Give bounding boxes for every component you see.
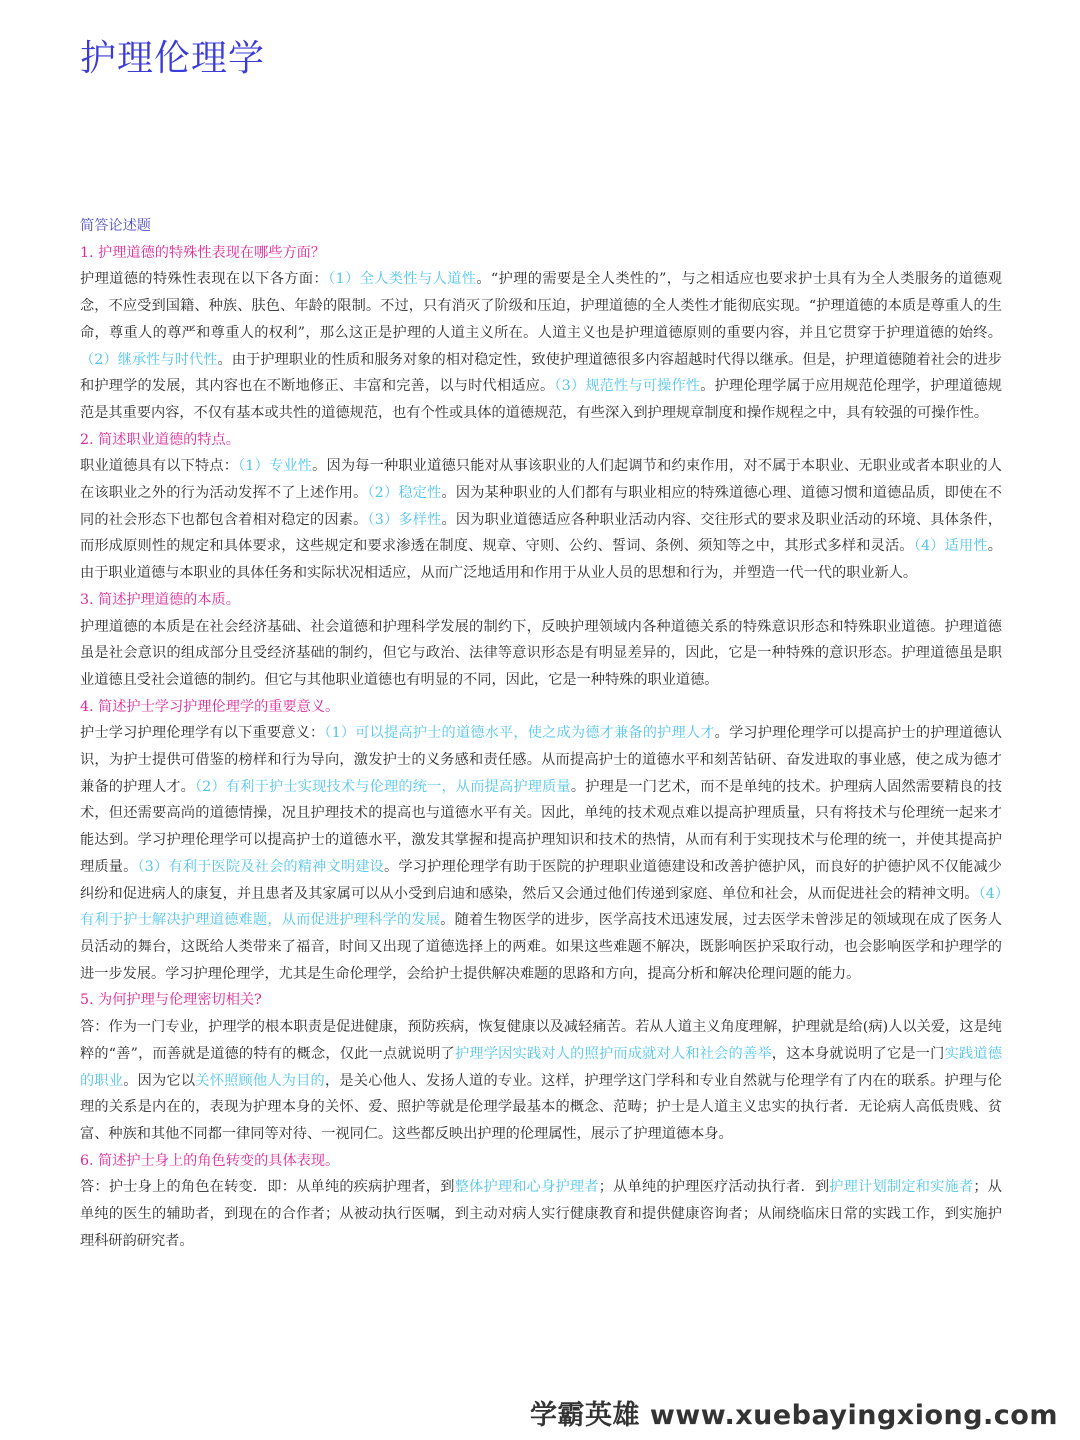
answer-6 (80, 1174, 1002, 1254)
question-6: 6. 简述护士身上的角色转变的具体表现。 (80, 1152, 340, 1169)
question-5: 5. 为何护理与伦理密切相关? (80, 992, 262, 1009)
answer-highlight: 护理计划制定和实施者 (829, 1179, 974, 1196)
answer-text: ；从单纯的医生的辅助者，到现在的合作者；从被动执行医嘱，到主动对病人实行健康教育和提供健康咨询者；从闹绕临床日常的实践工作，到实施护理科研韵研究者。 (80, 1179, 1002, 1249)
answer-highlight: （1）全人类性与人道性 (328, 271, 477, 288)
watermark-footer: 学霸英雄 www.xuebayingxiong.com (529, 1400, 1058, 1431)
answer-text: 。随着生物医学的进步，医学高技术迅速发展，过去医学未曾涉足的领域现在成了医务人员活动的舞台，这既给人类带来了福音，时间又出现了道德选择上的两难。如果这些难题不解决，既影响医护采取行动，也会影响医学和护理学的进一步发展。学习护理伦理学，尤其是生命伦理学，会给护士提供解决难题的思路和方向，提高分析和解决伦理问题的能力。 (80, 912, 1002, 982)
answer-highlight: 实践道德的职业 (80, 1045, 1002, 1089)
answer-highlight: （3）多样性 (367, 511, 442, 528)
document-body (80, 213, 1002, 1254)
answer-highlight: （2）有利于护士实现技术与伦理的统一，从而提高护理质量 (195, 778, 571, 795)
answer-text: 。由于职业道德与本职业的具体任务和实际状况相适应，从而广泛地适用和作用于从业人员的思想和行为，并塑造一代一代的职业新人。 (80, 538, 1002, 582)
answer-highlight: 护理学因实践对人的照护而成就对人和社会的善举 (454, 1045, 772, 1062)
answer-text: 。学习护理伦理学有助于医院的护理职业道德建设和改善护德护风，而良好的护德护风不仅能减少纠纷和促进病人的康复，并且患者及其家属可以从小受到启迪和感染，然后又会通过他们传递到家庭、单位和社会，从而促进社会的精神文明。 (80, 858, 1002, 902)
answer-text: ，这本身就说明了它是一门 (771, 1045, 945, 1062)
answer-highlight: （3）有利于医院及社会的精神文明建设 (137, 858, 385, 875)
answer-text: 。因为某种职业的人们都有与职业相应的特殊道德心理、道德习惯和道德品质，即使在不同的社会形态下也都包含着相对稳定的因素。 (80, 485, 1002, 528)
answer-text: 。学习护理伦理学可以提高护士的护理道德认识，为护士提供可借鉴的榜样和行为导向，激发护士的义务感和责任感。从而提高护士的道德水平和刻苦钻研、奋发进取的事业感，使之成为德才兼备的护理人才。 (80, 725, 1002, 795)
answer-highlight: （3）规范性与可操作性 (554, 378, 701, 395)
answer-text: 护理道德的特殊性表现在以下各方面： (80, 271, 329, 288)
section-title: 简答论述题 (80, 218, 151, 234)
question-2: 2. 简述职业道德的特点。 (80, 431, 240, 448)
answer-highlight: （4）有利于护士解决护理道德难题，从而促进护理科学的发展 (80, 885, 1002, 929)
answer-text: 答：作为一门专业，护理学的根本职责是促进健康，预防疾病，恢复健康以及减轻痛苦。若从人道主义角度理解，护理就是给(病)人以关爱，这是纯粹的“善”，而善就是道德的特有的概念，仅此一点就说明了 (80, 1019, 1002, 1062)
answer-highlight: （1）专业性 (238, 458, 313, 475)
answer-text: 。因为每一种职业道德只能对从事该职业的人们起调节和约束作用，对不属于本职业、无职业或者本职业的人在该职业之外的行为活动发挥不了上述作用。 (80, 458, 1002, 502)
answer-text: 。因为它以 (123, 1072, 196, 1089)
answer-text: 。护理伦理学属于应用规范伦理学，护理道德规范是其重要内容，不仅有基本或共性的道德规范，也有个性或具体的道德规范，有些深入到护理规章制度和操作规程之中，具有较强的可操作性。 (80, 378, 1002, 421)
answer-text: 护士学习护理伦理学有以下重要意义： (80, 725, 325, 742)
answer-text: ，是关心他人、发扬人道的专业。这样，护理学这门学科和专业自然就与伦理学有了内在的联系。护理与伦理的关系是内在的，表现为护理本身的关怀、爱、照护等就是伦理学最基本的概念、范畴；护士是人道主义忠实的执行者．无论病人高低贵贱、贫富、种族和其他不同都一律同等对待、一视同仁。这些都反映出护理的伦理属性，展示了护理道德本身。 (80, 1072, 1002, 1142)
answer-text: 。因为职业道德适应各种职业活动内容、交往形式的要求及职业活动的环境、具体条件，而形成原则性的规定和具体要求，这些规定和要求渗透在制度、规章、守则、公约、誓词、条例、须知等之中，其形式多样和灵活。 (80, 511, 1002, 555)
question-3: 3. 简述护理道德的本质。 (80, 591, 240, 608)
answer-highlight: （4）适用性 (913, 538, 988, 555)
answer-text: 。护理是一门艺术，而不是单纯的技术。护理病人固然需要精良的技术，但还需要高尚的道德情操，况且护理技术的提高也与道德水平有关。因此，单纯的技术观点难以提高护理质量，只有将技术与伦理统一起来才能达到。学习护理伦理学可以提高护士的道德水平，激发其掌握和提高护理知识和技术的热情，从而有利于实现技术与伦理的统一，并使其提高护理质量。 (80, 778, 1002, 875)
answer-4 (80, 720, 1002, 987)
answer-highlight: （1）可以提高护士的道德水平，使之成为德才兼备的护理人才 (324, 725, 715, 742)
answer-highlight: （2）继承性与时代性 (80, 351, 218, 368)
answer-text: 职业道德具有以下特点： (80, 458, 239, 475)
question-1: 1. 护理道德的特殊性表现在哪些方面？ (80, 244, 326, 261)
answer-5 (80, 1014, 1002, 1148)
answer-1 (80, 266, 1002, 426)
answer-highlight: 关怀照顾他人为目的 (195, 1072, 325, 1089)
answer-2 (80, 453, 1002, 587)
document-title: 护理伦理学 (80, 38, 266, 79)
answer-highlight: 整体护理和心身护理者 (454, 1179, 599, 1196)
answer-3: 护理道德的本质是在社会经济基础、社会道德和护理科学发展的制约下，反映护理领域内各种道德关系的特殊意识形态和特殊职业道德。护理道德虽是社会意识的组成部分且受经济基础的制约，但它与政治、法律等意识形态是有明显差异的，因此，它是一种特殊的意识形态。护理道德虽是职业道德且受社会道德的制约。但它与其他职业道德也有明显的不同，因此，它是一种特殊的职业道德。 (80, 618, 1002, 688)
answer-highlight: （2）稳定性 (367, 485, 442, 502)
answer-text: 。“护理的需要是全人类性的”，与之相适应也要求护士具有为全人类服务的道德观念，不应受到国籍、种族、肤色、年龄的限制。不过，只有消灭了阶级和压迫，护理道德的全人类性才能彻底实现。“护理道德的本质是尊重人的生命，尊重人的尊严和尊重人的权利”，那么这正是护理的人道主义所在。人道主义也是护理道德原则的重要内容，并且它贯穿于护理道德的始终。 (80, 271, 1002, 341)
answer-text: 答：护士身上的角色在转变．即：从单纯的疾病护理者，到 (80, 1179, 455, 1196)
answer-text: 。由于护理职业的性质和服务对象的相对稳定性，致使护理道德很多内容超越时代得以继承。但是，护理道德随着社会的进步和护理学的发展，其内容也在不断地修正、丰富和完善，以与时代相适应。 (80, 351, 1002, 395)
question-4: 4. 简述护士学习护理伦理学的重要意义。 (80, 698, 340, 715)
answer-text: ；从单纯的护理医疗活动执行者．到 (598, 1179, 830, 1196)
